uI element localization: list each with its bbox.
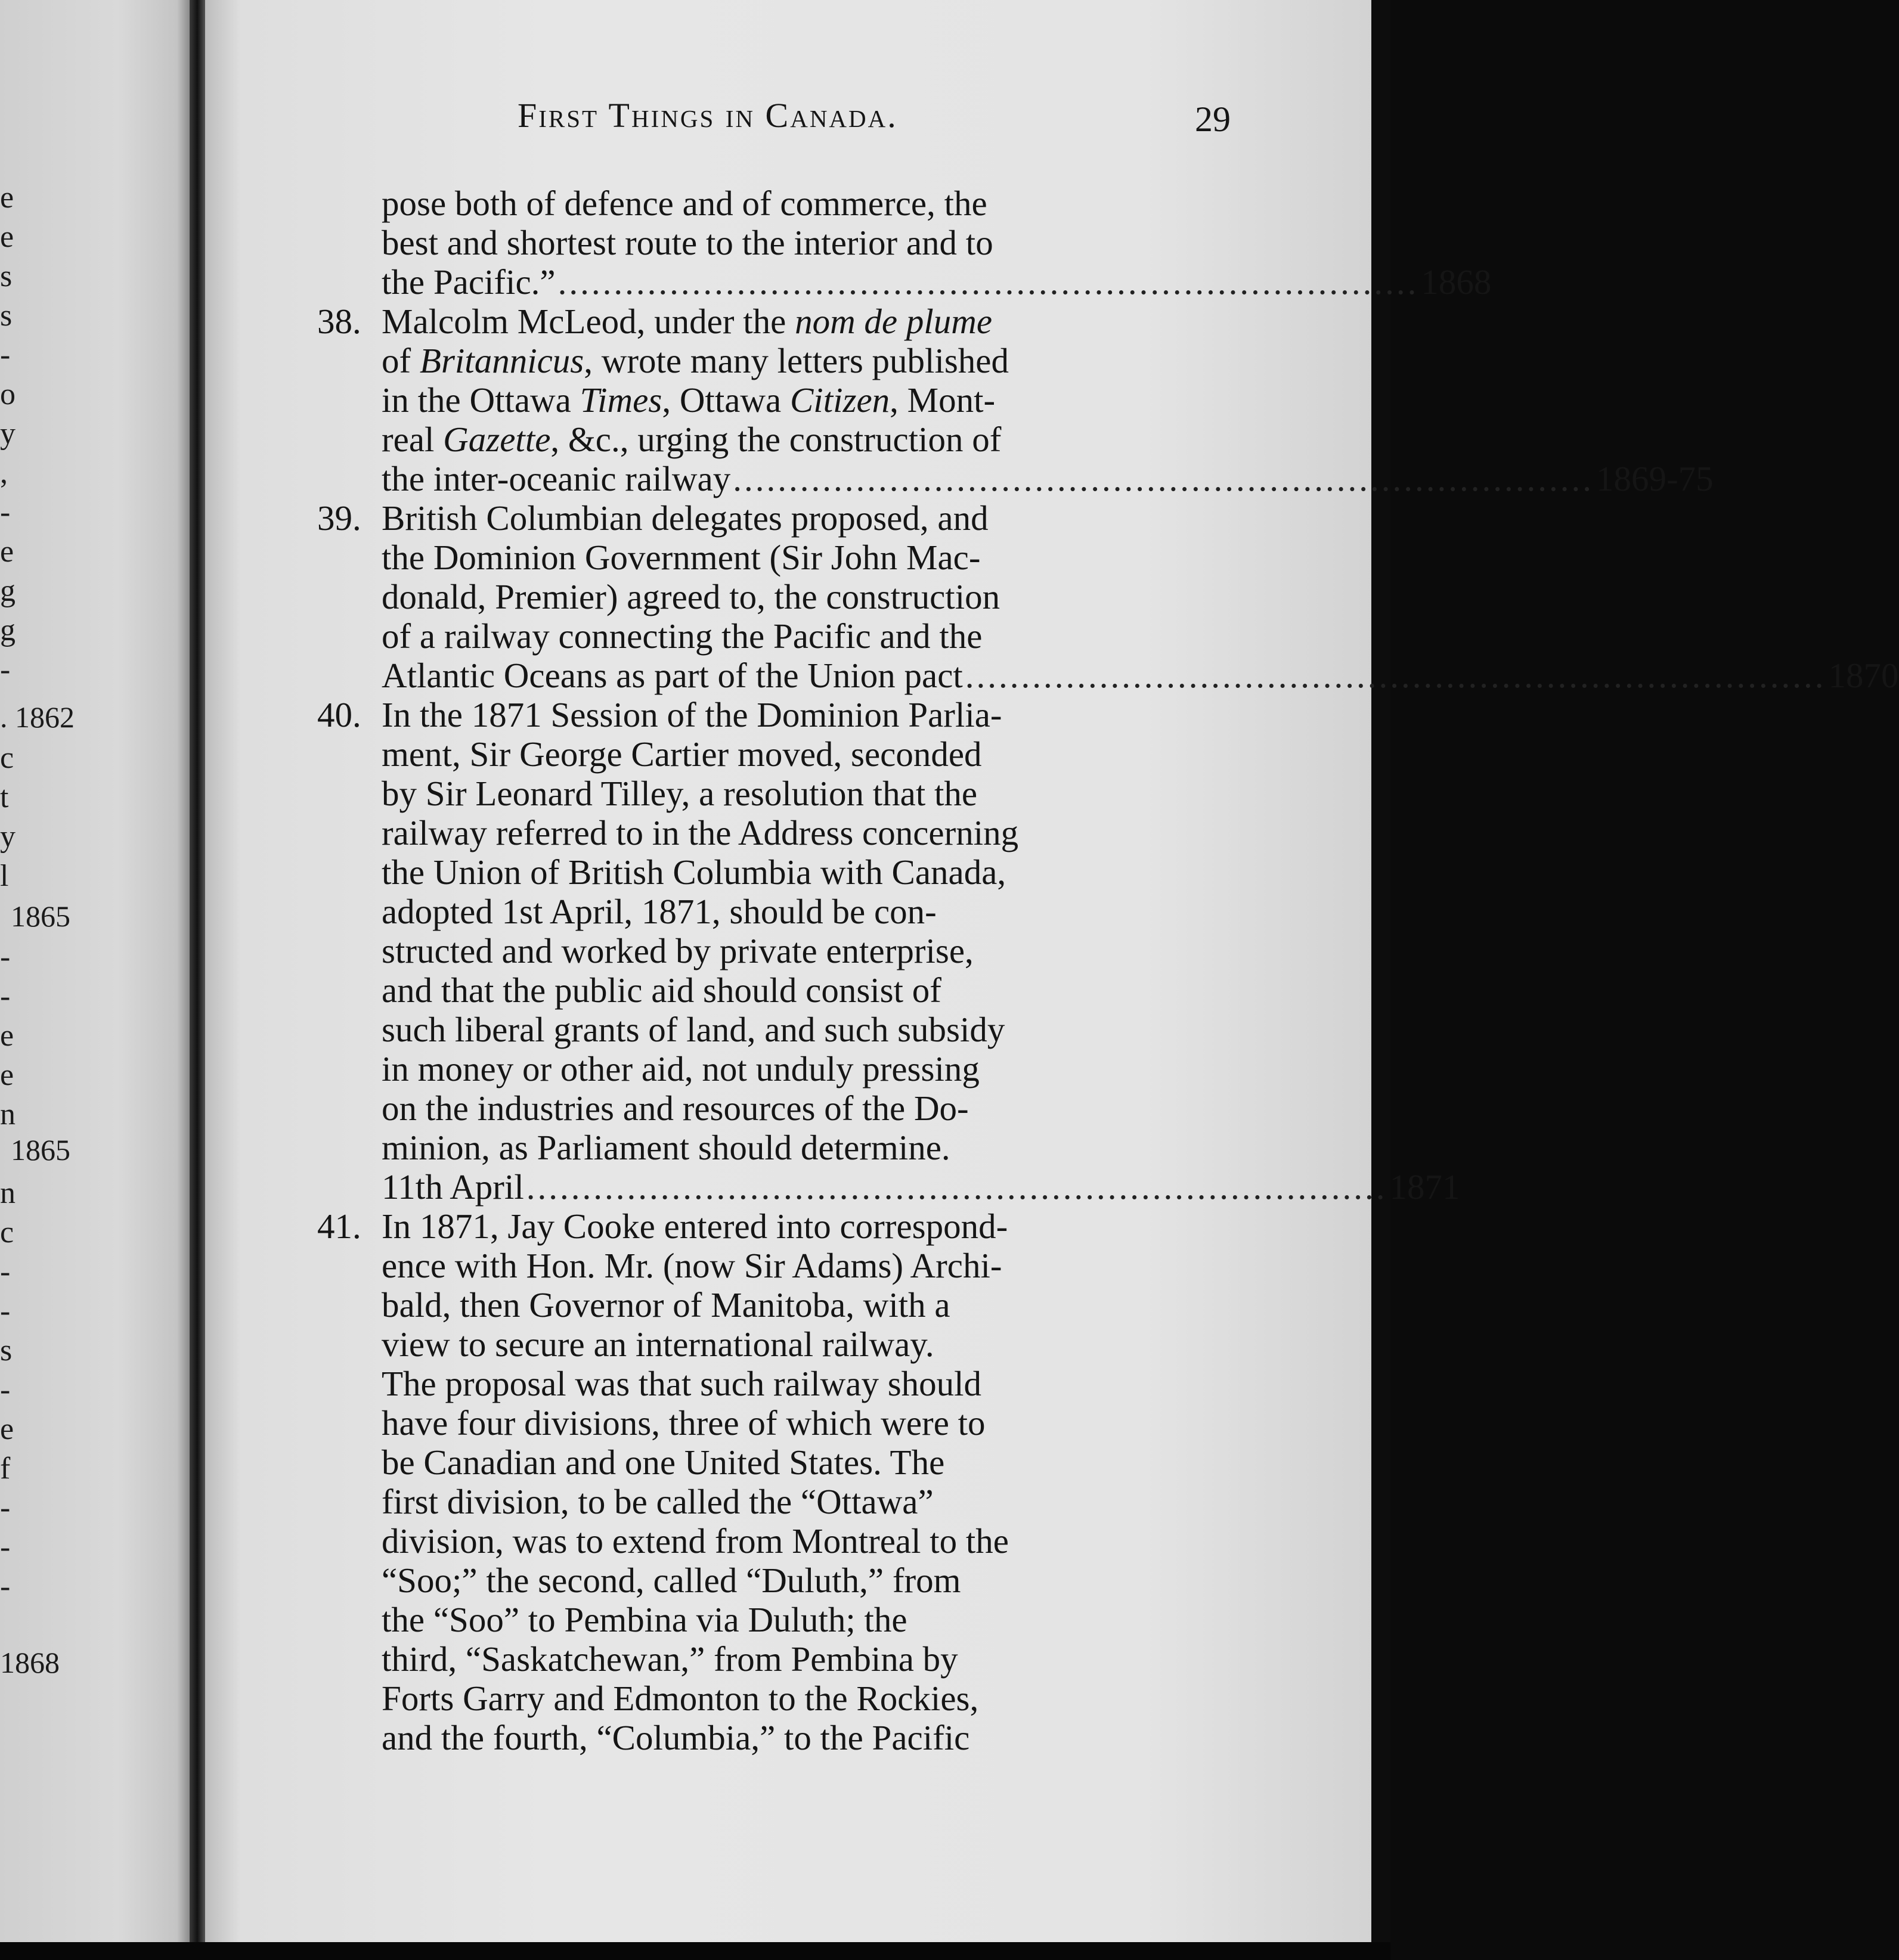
margin-fragment: - bbox=[0, 1570, 11, 1604]
margin-fragment: l bbox=[0, 859, 9, 893]
text-line: in money or other aid, not unduly pressing bbox=[382, 1049, 980, 1088]
text-line: and the fourth, “Columbia,” to the Pacific bbox=[382, 1718, 970, 1757]
margin-fragment: - bbox=[0, 940, 11, 974]
text-line: have four divisions, three of which were to bbox=[382, 1403, 986, 1443]
margin-date: . 1862 bbox=[0, 700, 75, 734]
margin-fragment: - bbox=[0, 1255, 11, 1289]
entry-dateline bbox=[382, 262, 1492, 302]
margin-fragment: - bbox=[0, 979, 11, 1013]
entry-year: 1871 bbox=[1389, 1167, 1460, 1207]
text-line: structed and worked by private enterprise, bbox=[382, 931, 974, 970]
entry-dateline bbox=[382, 459, 1714, 498]
margin-fragment: f bbox=[0, 1452, 11, 1485]
text-line: Malcolm McLeod, under the nom de plume bbox=[382, 302, 993, 341]
margin-fragment: - bbox=[0, 495, 11, 529]
text-line: the Union of British Columbia with Canada, bbox=[382, 852, 1006, 892]
margin-fragment: g bbox=[0, 613, 16, 647]
book-gutter bbox=[190, 0, 205, 1949]
text-line: adopted 1st April, 1871, should be con- bbox=[382, 892, 937, 931]
text-line: such liberal grants of land, and such subsidy bbox=[382, 1010, 1005, 1049]
margin-date: 1865 bbox=[11, 900, 70, 933]
entry-year: 1869-75 bbox=[1596, 459, 1714, 498]
dot-leader: ............................................................................. bbox=[526, 1167, 1387, 1207]
entry-number: 39. bbox=[317, 498, 361, 538]
margin-fragment: o bbox=[0, 377, 16, 411]
margin-fragment: c bbox=[0, 741, 14, 775]
entry-number: 41. bbox=[317, 1207, 361, 1246]
margin-fragment: e bbox=[0, 1019, 14, 1053]
margin-fragment: - bbox=[0, 653, 11, 687]
margin-fragment: y bbox=[0, 417, 16, 451]
margin-fragment: t bbox=[0, 780, 9, 814]
text-line: view to secure an international railway. bbox=[382, 1325, 934, 1364]
text-line: railway referred to in the Address concerning bbox=[382, 813, 1019, 852]
text-line: British Columbian delegates proposed, and bbox=[382, 498, 989, 538]
margin-fragment: n bbox=[0, 1176, 16, 1210]
text-line: ment, Sir George Cartier moved, seconded bbox=[382, 734, 982, 774]
text-line: of a railway connecting the Pacific and the bbox=[382, 616, 983, 656]
margin-date: 1865 bbox=[11, 1133, 70, 1167]
margin-fragment: c bbox=[0, 1215, 14, 1249]
entry-dateline bbox=[382, 656, 1899, 695]
text-line: the Dominion Government (Sir John Mac- bbox=[382, 538, 981, 577]
entry-dateline bbox=[382, 1167, 1460, 1207]
margin-fragment: e bbox=[0, 220, 14, 254]
text-line: Forts Garry and Edmonton to the Rockies, bbox=[382, 1679, 979, 1718]
entry-number: 40. bbox=[317, 695, 361, 734]
margin-fragment: s bbox=[0, 299, 13, 333]
margin-fragment: s bbox=[0, 259, 13, 293]
dot-leader: ............................................................................. bbox=[965, 656, 1826, 695]
margin-fragment: y bbox=[0, 820, 16, 854]
text-line: bald, then Governor of Manitoba, with a bbox=[382, 1285, 950, 1325]
text-line: minion, as Parliament should determine. bbox=[382, 1128, 950, 1167]
page-number: 29 bbox=[1195, 100, 1231, 139]
text-line: pose both of defence and of commerce, the bbox=[382, 184, 987, 223]
dot-leader: ............................................................................. bbox=[733, 459, 1594, 498]
text-line: In 1871, Jay Cooke entered into correspond- bbox=[382, 1207, 1008, 1246]
running-title: First Things in Canada. bbox=[518, 96, 898, 135]
entry-year: 1868 bbox=[1421, 262, 1492, 302]
margin-fragment: e bbox=[0, 535, 14, 569]
text-line: by Sir Leonard Tilley, a resolution that the bbox=[382, 774, 978, 813]
text-line: in the Ottawa Times, Ottawa Citizen, Mont- bbox=[382, 380, 996, 420]
text-line: The proposal was that such railway should bbox=[382, 1364, 982, 1403]
margin-date: 1868 bbox=[0, 1646, 60, 1679]
text-line: third, “Saskatchewan,” from Pembina by bbox=[382, 1639, 958, 1679]
margin-fragment: e bbox=[0, 1412, 14, 1446]
margin-fragment: - bbox=[0, 1530, 11, 1564]
text-line: donald, Premier) agreed to, the construction bbox=[382, 577, 1000, 616]
text-line: the “Soo” to Pembina via Duluth; the bbox=[382, 1600, 907, 1639]
text-line: on the industries and resources of the Do- bbox=[382, 1088, 969, 1128]
text-line: Atlantic Oceans as part of the Union pact bbox=[382, 656, 963, 695]
text-line: division, was to extend from Montreal to the bbox=[382, 1521, 1009, 1561]
margin-fragment: e bbox=[0, 181, 14, 215]
text-line: In the 1871 Session of the Dominion Parlia- bbox=[382, 695, 1002, 734]
margin-fragment: n bbox=[0, 1097, 16, 1131]
text-line: of Britannicus, wrote many letters published bbox=[382, 341, 1009, 380]
margin-fragment: - bbox=[0, 338, 11, 372]
text-line: the Pacific.” bbox=[382, 262, 556, 302]
margin-fragment: - bbox=[0, 1491, 11, 1525]
margin-fragment: - bbox=[0, 1294, 11, 1328]
margin-fragment: , bbox=[0, 456, 8, 490]
text-line: first division, to be called the “Ottawa” bbox=[382, 1482, 934, 1521]
text-line: the inter-oceanic railway bbox=[382, 459, 731, 498]
margin-fragment: g bbox=[0, 574, 16, 608]
text-line: 11th April bbox=[382, 1167, 524, 1207]
text-line: be Canadian and one United States. The bbox=[382, 1443, 945, 1482]
text-line: best and shortest route to the interior and to bbox=[382, 223, 993, 262]
entry-year: 1870 bbox=[1828, 656, 1899, 695]
text-line: real Gazette, &c., urging the construction of bbox=[382, 420, 1002, 459]
scan-border-bottom bbox=[0, 1942, 1390, 1960]
text-line: “Soo;” the second, called “Duluth,” from bbox=[382, 1561, 961, 1600]
margin-fragment: s bbox=[0, 1333, 13, 1367]
dot-leader: ............................................................................. bbox=[557, 262, 1419, 302]
margin-fragment: - bbox=[0, 1373, 11, 1407]
entry-number: 38. bbox=[317, 302, 361, 341]
text-line: ence with Hon. Mr. (now Sir Adams) Archi- bbox=[382, 1246, 1002, 1285]
margin-fragment: e bbox=[0, 1058, 14, 1092]
text-line: and that the public aid should consist of bbox=[382, 970, 941, 1010]
